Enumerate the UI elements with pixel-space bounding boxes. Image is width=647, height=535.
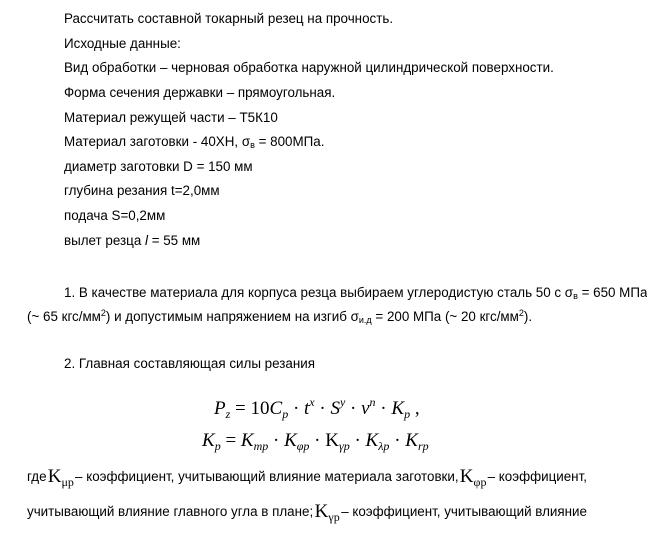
step1-line2: (~ 65 кгс/$мм^2$) и допустимым напряжением на изгиб $\sigma_{и.д} = 200$ МПа (~ 20 кгс/$мм^2$). bbox=[27, 308, 533, 325]
correction-factor-formula: $K_p = K_{mp} \cdot K_{\varphi p} \cdot K_{\gamma p} \cdot K_{\lambda p} \cdot K_{rp}$ bbox=[202, 430, 429, 453]
diameter-line: диаметр заготовки D = 150 мм bbox=[64, 159, 253, 174]
where-word: где bbox=[27, 469, 47, 484]
step1-line1: 1. В качестве материала для корпуса резца выбираем углеродистую сталь 50 с $\sigma_в = 650$ МПа bbox=[64, 285, 647, 301]
step2-heading: 2. Главная составляющая силы резания bbox=[64, 356, 315, 371]
explanation-text1: – коэффициент, учитывающий влияние материала заготовки, bbox=[75, 469, 459, 484]
given-heading: Исходные данные: bbox=[64, 36, 181, 51]
explanation-text3: учитывающий влияние главного угла в плане; bbox=[27, 504, 314, 519]
depth-line: глубина резания t=2,0мм bbox=[64, 183, 220, 198]
workpiece-material-line bbox=[64, 134, 324, 150]
explanation-text2: – коэффициент, bbox=[487, 469, 587, 484]
task-line: Рассчитать составной токарный резец на прочность. bbox=[64, 11, 394, 26]
k-phi-symbol: $K_{\varphi p}$ bbox=[459, 466, 487, 489]
explanation-line1 bbox=[27, 467, 587, 492]
k-gamma-symbol: $K_{\gamma p}$ bbox=[314, 501, 340, 524]
holder-section-line: Форма сечения державки – прямоугольная. bbox=[64, 85, 336, 100]
explanation-text4: – коэффициент, учитывающий влияние bbox=[341, 504, 587, 519]
cutting-force-formula: $P_z = 10C_p \cdot t^x \cdot S^y \cdot v^n \cdot K_p$ , bbox=[214, 395, 420, 421]
overhang-line: вылет резца l = 55 мм bbox=[64, 233, 201, 248]
explanation-line2 bbox=[27, 502, 587, 527]
feed-line: подача S=0,2мм bbox=[64, 208, 166, 223]
processing-line: Вид обработки – черновая обработка наружной цилиндрической поверхности. bbox=[64, 60, 554, 75]
k-mu-symbol: $K_{\mu p}$ bbox=[47, 466, 74, 489]
workpiece-material-text: Материал заготовки - 40ХН, $\sigma_в = 800МПа$. bbox=[64, 134, 325, 150]
cutting-material-line: Материал режущей части – Т5К10 bbox=[64, 110, 278, 125]
